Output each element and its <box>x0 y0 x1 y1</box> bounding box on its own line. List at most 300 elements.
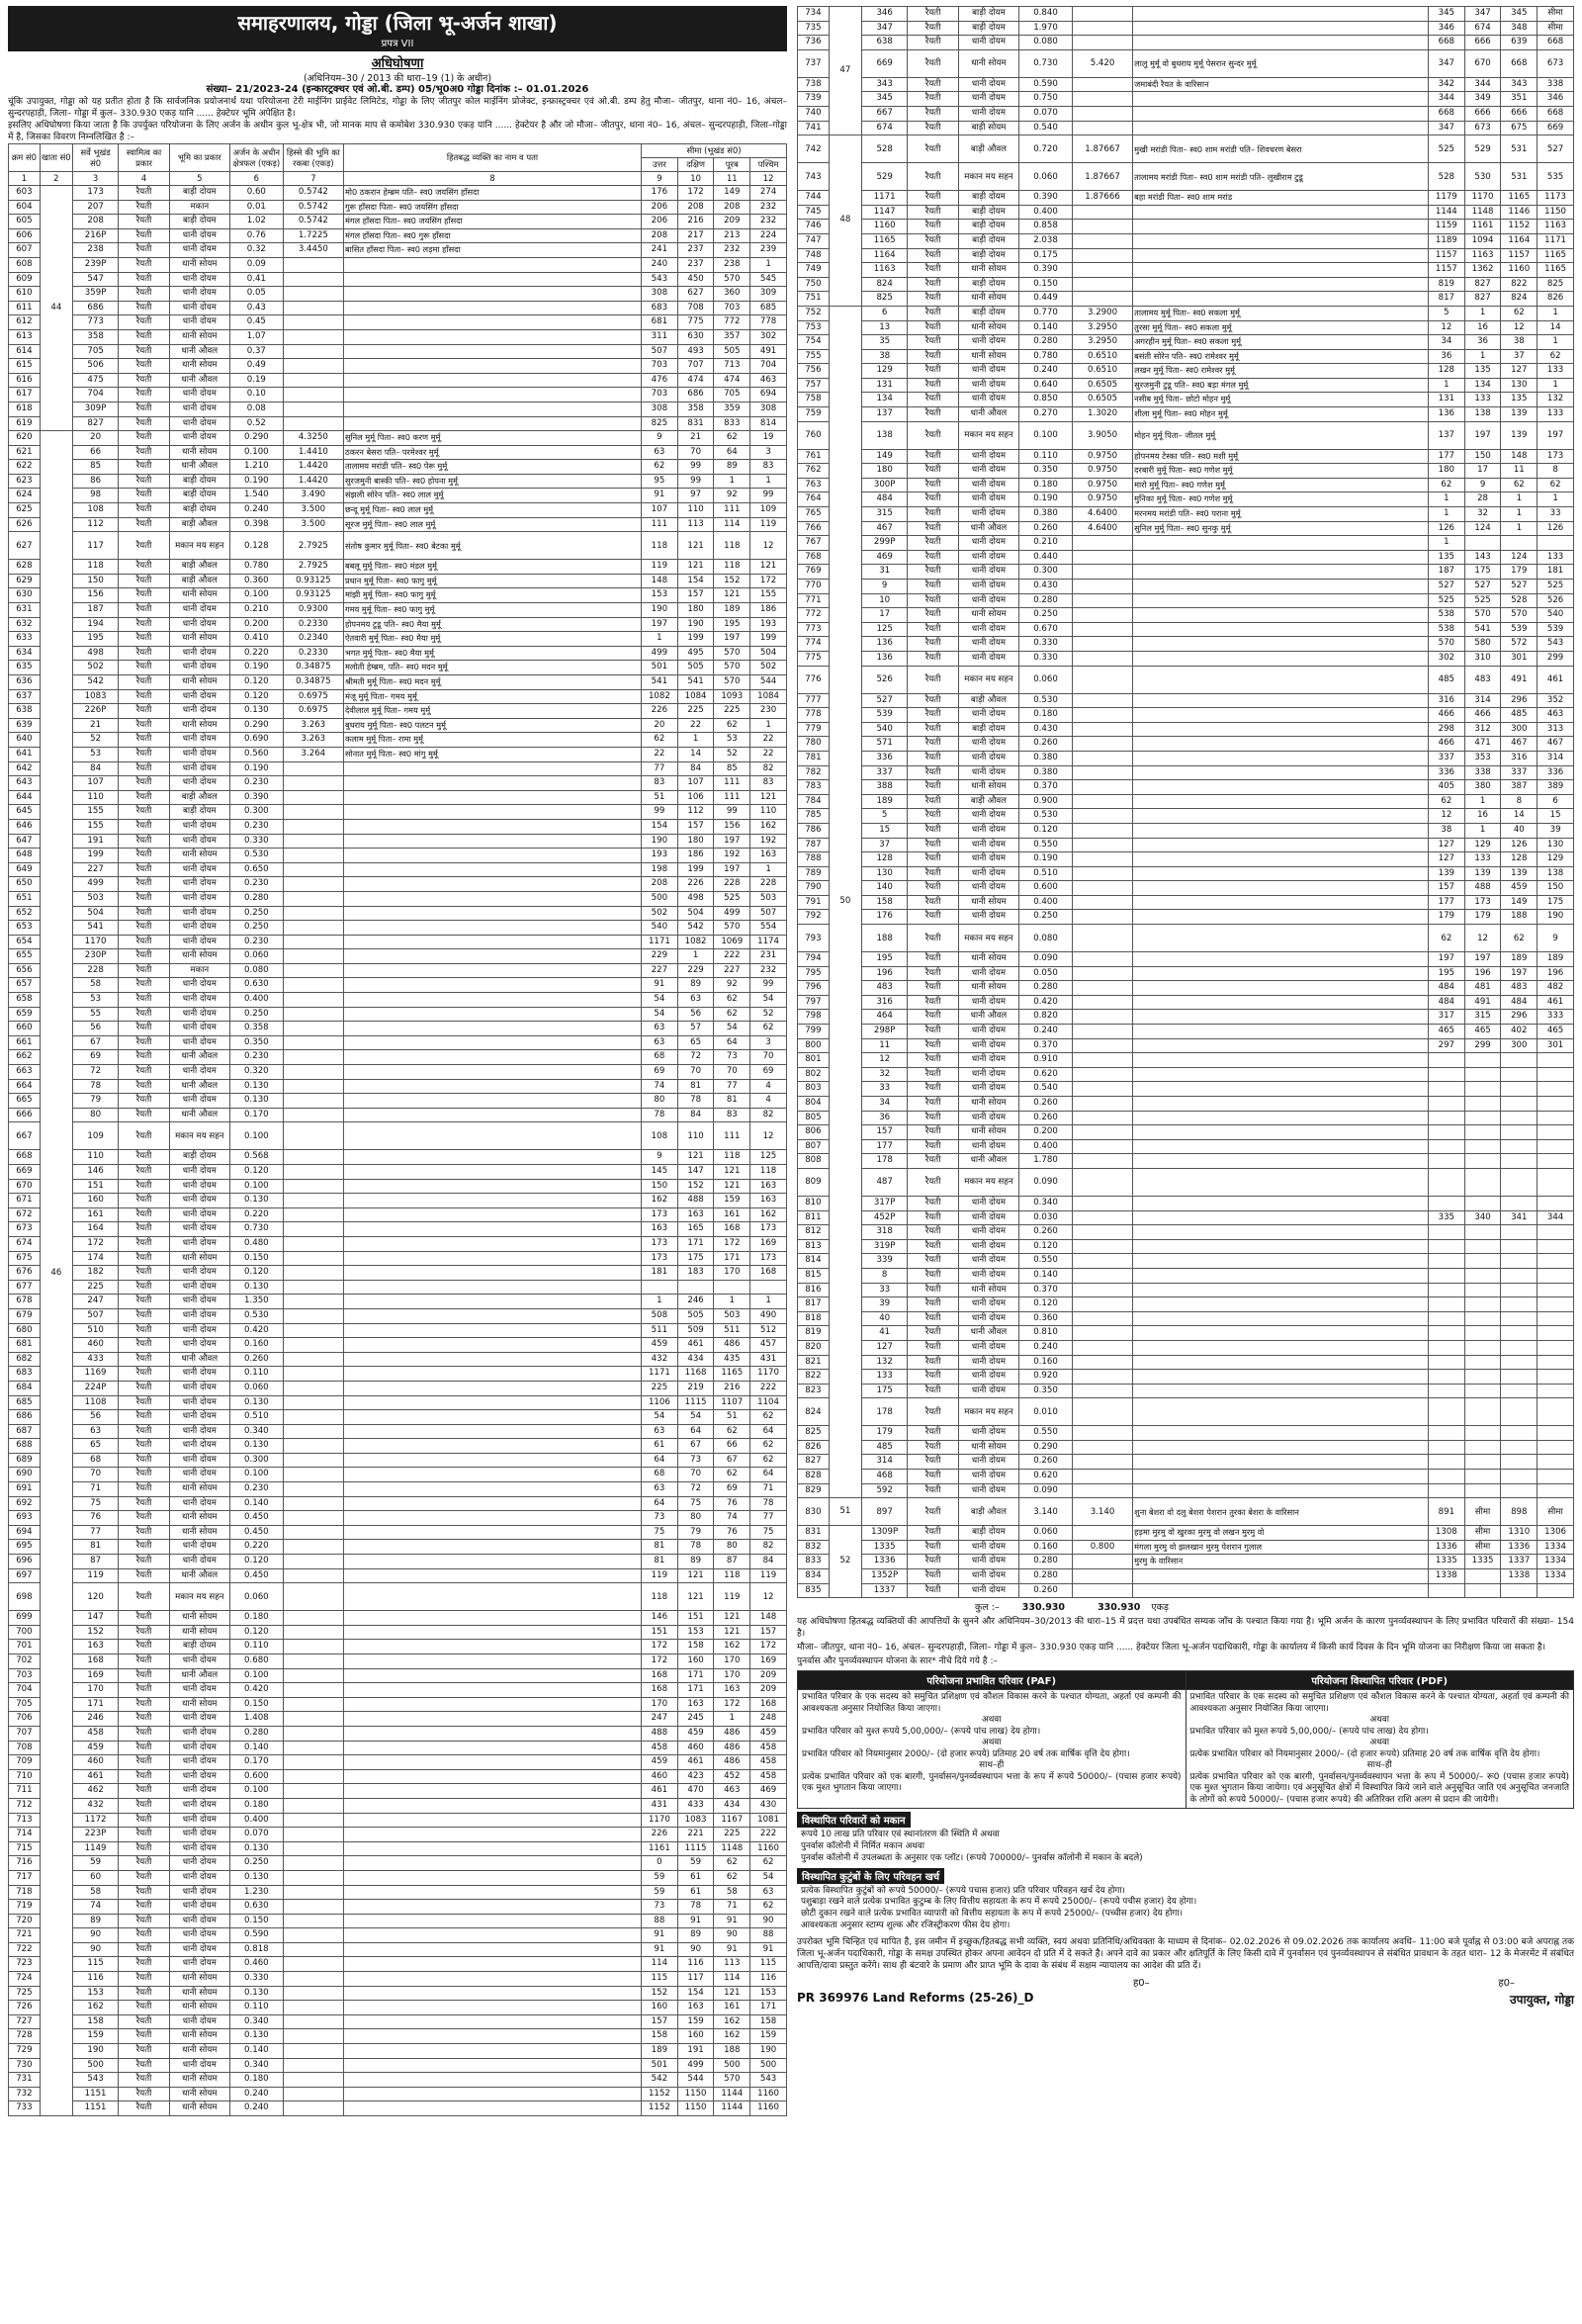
share-cell <box>1072 1225 1132 1240</box>
column-number: 9 <box>642 172 678 186</box>
south-cell: 163 <box>677 2001 714 2015</box>
plot-cell: 12 <box>861 1053 908 1068</box>
north-cell <box>1428 1239 1464 1254</box>
east-cell: 152 <box>714 574 750 588</box>
land-type-cell: मकान मय सहन <box>958 421 1018 449</box>
west-cell: 171 <box>750 2001 787 2015</box>
plot-cell: 84 <box>72 761 119 776</box>
share-cell <box>1072 205 1132 220</box>
land-type-cell: धानी दोयम <box>169 228 229 243</box>
total-unit: एकड़ <box>1151 1602 1170 1614</box>
plot-cell: 503 <box>72 891 119 906</box>
serial-cell: 815 <box>798 1268 830 1283</box>
serial-cell: 683 <box>9 1367 41 1382</box>
share-cell <box>283 1555 343 1569</box>
plot-cell: 1352P <box>861 1569 908 1584</box>
ownership-cell: रैयती <box>119 2029 169 2044</box>
table-row <box>798 449 1574 464</box>
table-row <box>798 121 1574 135</box>
serial-cell: 823 <box>798 1384 830 1398</box>
serial-cell: 722 <box>9 1942 41 1957</box>
plot-cell: 1309P <box>861 1526 908 1541</box>
east-cell: 1 <box>1501 492 1538 507</box>
area-cell: 0.260 <box>1019 737 1073 752</box>
table-row <box>798 981 1574 996</box>
plot-cell: 467 <box>861 521 908 536</box>
person-cell <box>343 1439 641 1454</box>
person-cell <box>343 1194 641 1208</box>
serial-cell: 817 <box>798 1297 830 1312</box>
serial-cell: 728 <box>9 2029 41 2044</box>
ownership-cell: रैयती <box>119 1439 169 1454</box>
ownership-cell: रैयती <box>119 1870 169 1885</box>
east-cell: 139 <box>1501 407 1538 422</box>
south-cell: 474 <box>677 373 714 388</box>
east-cell: 62 <box>714 1468 750 1482</box>
north-cell <box>1428 1225 1464 1240</box>
serial-cell: 745 <box>798 205 830 220</box>
ownership-cell: रैयती <box>119 1511 169 1526</box>
south-cell: 208 <box>677 200 714 215</box>
serial-cell: 612 <box>9 315 41 330</box>
table-row <box>9 1236 787 1251</box>
table-row <box>798 393 1574 407</box>
person-cell <box>1133 1455 1429 1470</box>
table-row <box>9 978 787 993</box>
person-cell <box>1133 1239 1429 1254</box>
serial-cell: 743 <box>798 163 830 191</box>
east-cell: 296 <box>1501 693 1538 708</box>
area-cell: 0.128 <box>229 532 283 560</box>
person-cell <box>343 1870 641 1885</box>
west-cell: 19 <box>750 431 787 446</box>
share-cell: 3.500 <box>283 517 343 532</box>
plot-cell: 674 <box>861 121 908 135</box>
serial-cell: 741 <box>798 121 830 135</box>
south-cell <box>1464 1125 1501 1140</box>
area-cell: 0.120 <box>229 1555 283 1569</box>
table-row <box>9 2058 787 2073</box>
plot-cell: 502 <box>72 661 119 675</box>
west-cell: 9 <box>1538 925 1574 952</box>
ownership-cell: रैयती <box>908 233 958 248</box>
plot-cell: 247 <box>72 1295 119 1309</box>
land-type-cell: धानी सोयम <box>958 608 1018 623</box>
south-cell: 471 <box>1464 737 1501 752</box>
person-cell: ठकरन बेसरा पति– परमेश्वर मुर्मू <box>343 445 641 460</box>
east-cell: 197 <box>714 834 750 849</box>
person-cell: बुधराय मुर्मू पिता– स्व0 पलटन मुर्मू <box>343 718 641 733</box>
north-cell: 150 <box>642 1179 678 1194</box>
share-cell <box>283 978 343 993</box>
ownership-cell: रैयती <box>119 1050 169 1065</box>
land-type-cell: बाड़ी औवल <box>958 1498 1018 1526</box>
area-cell: 0.340 <box>1019 1196 1073 1210</box>
share-cell <box>283 761 343 776</box>
table-row <box>798 1297 1574 1312</box>
west-cell: 1104 <box>750 1395 787 1410</box>
person-cell <box>1133 693 1429 708</box>
land-type-cell: धानी औवल <box>169 344 229 359</box>
area-cell: 1.230 <box>229 1885 283 1900</box>
signature-right: ह0– <box>1498 1977 1515 1989</box>
east-cell <box>1501 1125 1538 1140</box>
south-cell: 65 <box>677 1035 714 1050</box>
plot-cell: 5 <box>861 809 908 824</box>
person-cell: नसीब मुर्मू पिता– छोटो मोहन मुर्मू <box>1133 393 1429 407</box>
north-cell: 542 <box>642 2073 678 2088</box>
table-row <box>798 7 1574 22</box>
north-cell <box>1428 1254 1464 1269</box>
plot-cell: 359P <box>72 287 119 302</box>
ownership-cell: रैयती <box>119 1280 169 1295</box>
east-cell: 161 <box>714 1207 750 1222</box>
serial-cell: 726 <box>9 2001 41 2015</box>
land-type-cell: धानी सोयम <box>958 952 1018 967</box>
west-cell: 196 <box>1538 966 1574 981</box>
area-cell: 0.290 <box>229 718 283 733</box>
north-cell: 527 <box>1428 580 1464 594</box>
east-cell: 772 <box>714 315 750 330</box>
south-cell: 99 <box>677 460 714 475</box>
person-cell <box>343 1769 641 1784</box>
table-row <box>798 1268 1574 1283</box>
land-type-cell: धानी सोयम <box>169 1251 229 1266</box>
plot-cell: 159 <box>72 2029 119 2044</box>
ownership-cell: रैयती <box>908 1526 958 1541</box>
ownership-cell: रैयती <box>119 1668 169 1683</box>
east-cell: 114 <box>714 1972 750 1987</box>
plot-cell: 152 <box>72 1625 119 1640</box>
serial-cell: 707 <box>9 1726 41 1741</box>
north-cell: 206 <box>642 200 678 215</box>
person-cell <box>1133 205 1429 220</box>
serial-cell: 611 <box>9 301 41 315</box>
south-cell: 434 <box>677 1352 714 1367</box>
ownership-cell: रैयती <box>908 364 958 379</box>
land-type-cell: धानी दोयम <box>169 1381 229 1395</box>
east-cell: 570 <box>714 921 750 936</box>
table-row <box>798 233 1574 248</box>
north-cell: 38 <box>1428 823 1464 838</box>
area-cell: 1.970 <box>1019 21 1073 36</box>
land-type-cell: धानी दोयम <box>169 1410 229 1425</box>
west-cell: 91 <box>750 1942 787 1957</box>
ownership-cell: रैयती <box>119 1900 169 1915</box>
south-cell: 831 <box>677 416 714 431</box>
east-cell: 486 <box>714 1755 750 1770</box>
land-type-cell: धानी दोयम <box>169 1266 229 1281</box>
area-cell: 0.170 <box>229 1755 283 1770</box>
east-cell: 483 <box>1501 981 1538 996</box>
serial-cell: 663 <box>9 1065 41 1080</box>
person-cell <box>1133 1384 1429 1398</box>
table-row <box>9 373 787 388</box>
south-cell: 1 <box>1464 306 1501 320</box>
south-cell: 1 <box>1464 823 1501 838</box>
west-cell: 189 <box>1538 952 1574 967</box>
ownership-cell: रैयती <box>908 407 958 422</box>
west-cell <box>1538 1168 1574 1196</box>
east-cell: 62 <box>1501 306 1538 320</box>
note-2: मौजा– जीतपुर, थाना नं0– 16, अंचल– सुन्दरपहाड़ी, जिला– गोड्डा में कुल– 330.930 एकड़ यानि ...... हेक्टेयर जिला भू-अर्जन पदाधिकारी, गोड्डा के कार्यालय में किसी कार्य दिवस के दिन भूमि योजना का निरीक्षण किया जा सकता है। <box>797 1643 1546 1654</box>
share-cell <box>283 344 343 359</box>
table-row <box>9 661 787 675</box>
share-cell <box>1072 838 1132 852</box>
serial-cell: 802 <box>798 1067 830 1082</box>
land-type-cell: धानी सोयम <box>958 981 1018 996</box>
land-type-cell: धानी दोयम <box>169 603 229 618</box>
south-cell <box>1464 1311 1501 1326</box>
land-type-cell: धानी दोयम <box>958 92 1018 107</box>
south-cell: 78 <box>677 1900 714 1915</box>
plot-cell: 528 <box>861 135 908 163</box>
east-cell: 124 <box>1501 550 1538 565</box>
north-cell: 525 <box>1428 135 1464 163</box>
table-row <box>9 1525 787 1540</box>
plot-cell: 507 <box>72 1308 119 1323</box>
ownership-cell: रैयती <box>908 693 958 708</box>
north-cell: 135 <box>1428 550 1464 565</box>
ownership-cell: रैयती <box>119 257 169 272</box>
north-cell: 336 <box>1428 765 1464 780</box>
person-cell <box>343 1050 641 1065</box>
plot-cell: 239P <box>72 257 119 272</box>
person-cell <box>343 1654 641 1669</box>
serial-cell: 727 <box>9 2014 41 2029</box>
area-cell: 0.350 <box>1019 464 1073 479</box>
east-cell: 1148 <box>714 1841 750 1856</box>
person-cell <box>343 1625 641 1640</box>
south-cell: 183 <box>677 1266 714 1281</box>
table-row <box>798 220 1574 234</box>
share-cell <box>1072 637 1132 652</box>
share-cell <box>1072 1440 1132 1455</box>
column-number: 3 <box>72 172 119 186</box>
west-cell: सीमा <box>1538 21 1574 36</box>
plot-cell: 182 <box>72 1266 119 1281</box>
east-cell <box>1501 1311 1538 1326</box>
ownership-cell: रैयती <box>908 1340 958 1355</box>
share-cell <box>283 1683 343 1698</box>
table-row <box>9 2044 787 2059</box>
east-cell: 159 <box>714 1194 750 1208</box>
land-type-cell: धानी दोयम <box>169 402 229 416</box>
south-cell: 542 <box>677 921 714 936</box>
south-cell: 171 <box>677 1236 714 1251</box>
land-type-cell: धानी दोयम <box>958 823 1018 838</box>
share-cell <box>283 388 343 402</box>
plot-cell: 169 <box>72 1668 119 1683</box>
land-type-cell: धानी दोयम <box>169 1555 229 1569</box>
south-cell: 67 <box>677 1439 714 1454</box>
plot-cell: 317P <box>861 1196 908 1210</box>
table-row <box>9 1928 787 1943</box>
north-cell: 111 <box>642 517 678 532</box>
ownership-cell: रैयती <box>119 388 169 402</box>
serial-cell: 772 <box>798 608 830 623</box>
north-cell: 500 <box>642 891 678 906</box>
north-cell: 163 <box>642 1222 678 1237</box>
serial-cell: 628 <box>9 560 41 575</box>
plot-cell: 1169 <box>72 1367 119 1382</box>
person-cell <box>343 1784 641 1799</box>
ownership-cell: रैयती <box>119 431 169 446</box>
person-cell: सूरज मुर्मू पिता– स्व0 लाल मुर्मू <box>343 517 641 532</box>
west-cell: 6 <box>1538 794 1574 809</box>
area-cell: 0.400 <box>229 993 283 1008</box>
share-cell <box>283 301 343 315</box>
west-cell: 338 <box>1538 77 1574 92</box>
east-cell <box>1501 1239 1538 1254</box>
person-cell: बासित हाँसदा पिता– स्व0 लड़मा हाँसदा <box>343 243 641 258</box>
east-cell: 58 <box>714 1885 750 1900</box>
north-cell: 817 <box>1428 292 1464 307</box>
table-row <box>9 1122 787 1150</box>
west-cell: 232 <box>750 215 787 229</box>
paf-item: प्रभावित परिवार को नियमानुसार 2000/– (दो हजार रूपये) प्रतिमाह 20 वर्ष तक वार्षिक वृत्ति देय होगा। <box>802 1748 1130 1759</box>
land-type-cell: धानी दोयम <box>169 747 229 761</box>
table-row <box>9 1496 787 1511</box>
plot-cell: 190 <box>72 2044 119 2059</box>
north-cell: 91 <box>642 1942 678 1957</box>
area-cell: 0.150 <box>229 1914 283 1928</box>
serial-cell: 690 <box>9 1468 41 1482</box>
share-cell <box>1072 92 1132 107</box>
land-type-cell: धानी सोयम <box>958 263 1018 278</box>
share-cell <box>283 373 343 388</box>
ownership-cell: रैयती <box>908 1038 958 1053</box>
north-cell: 198 <box>642 862 678 877</box>
serial-cell: 691 <box>9 1482 41 1497</box>
plot-cell: 1335 <box>861 1540 908 1555</box>
serial-cell: 719 <box>9 1900 41 1915</box>
north-cell: 1152 <box>642 2101 678 2116</box>
north-cell: 501 <box>642 2058 678 2073</box>
table-row <box>798 521 1574 536</box>
serial-cell: 744 <box>798 191 830 206</box>
share-cell <box>1072 292 1132 307</box>
serial-cell: 669 <box>9 1165 41 1180</box>
ownership-cell: रैयती <box>908 550 958 565</box>
ownership-cell: रैयती <box>908 1483 958 1498</box>
land-type-cell: बाड़ी दोयम <box>958 248 1018 263</box>
south-cell: 708 <box>677 301 714 315</box>
share-cell <box>283 1496 343 1511</box>
area-cell: 0.110 <box>229 2001 283 2015</box>
east-cell: 531 <box>1501 135 1538 163</box>
plot-cell: 337 <box>861 765 908 780</box>
east-cell: 139 <box>1501 421 1538 449</box>
table-row <box>9 272 787 287</box>
table-row <box>9 445 787 460</box>
west-cell: 4 <box>750 1079 787 1094</box>
land-type-cell: धानी औवल <box>169 1050 229 1065</box>
table-row <box>798 1225 1574 1240</box>
area-cell: 0.730 <box>229 1222 283 1237</box>
east-cell: 11 <box>1501 464 1538 479</box>
person-cell <box>343 2014 641 2029</box>
area-cell: 0.41 <box>229 272 283 287</box>
share-cell <box>283 1583 343 1611</box>
east-cell: 195 <box>714 617 750 632</box>
west-cell: 491 <box>750 344 787 359</box>
area-cell: 0.750 <box>1019 92 1073 107</box>
area-cell: 0.190 <box>229 474 283 489</box>
area-cell: 0.060 <box>229 1583 283 1611</box>
ownership-cell: रैयती <box>119 1251 169 1266</box>
land-type-cell: धानी दोयम <box>169 1885 229 1900</box>
share-cell <box>1072 751 1132 765</box>
table-row <box>9 1108 787 1122</box>
share-cell <box>283 1769 343 1784</box>
person-cell <box>1133 1470 1429 1484</box>
land-type-cell: धानी दोयम <box>169 1295 229 1309</box>
ownership-cell: रैयती <box>908 106 958 121</box>
north-cell: 172 <box>642 1640 678 1654</box>
ownership-cell: रैयती <box>119 1555 169 1569</box>
person-cell <box>1133 1210 1429 1225</box>
col-serial: क्रम सं0 <box>9 144 41 172</box>
land-type-cell: धानी सोयम <box>958 1125 1018 1140</box>
land-type-cell: धानी दोयम <box>169 1957 229 1972</box>
west-cell: 82 <box>750 761 787 776</box>
east-cell: 163 <box>714 1683 750 1698</box>
south-cell: 310 <box>1464 651 1501 666</box>
plot-cell: 161 <box>72 1207 119 1222</box>
south-cell: 246 <box>677 1295 714 1309</box>
east-cell: 76 <box>714 1525 750 1540</box>
east-cell: 531 <box>1501 163 1538 191</box>
serial-cell: 710 <box>9 1769 41 1784</box>
share-cell <box>283 1165 343 1180</box>
table-row <box>798 407 1574 422</box>
person-cell: हड़मा मुरमु वो खुरका मुरमु वो लखन मुरमु वो <box>1133 1526 1429 1541</box>
person-cell <box>343 1295 641 1309</box>
north-cell: 538 <box>1428 622 1464 637</box>
east-cell: 69 <box>714 1482 750 1497</box>
east-cell: 66 <box>714 1439 750 1454</box>
east-cell: 170 <box>714 1654 750 1669</box>
share-cell <box>283 2087 343 2101</box>
share-cell <box>1072 536 1132 551</box>
north-cell: 227 <box>642 963 678 978</box>
area-cell: 0.090 <box>1019 1483 1073 1498</box>
plot-cell: 468 <box>861 1470 908 1484</box>
north-cell <box>1428 1483 1464 1498</box>
ownership-cell: रैयती <box>908 378 958 393</box>
serial-cell: 647 <box>9 834 41 849</box>
east-cell: 1 <box>1501 507 1538 522</box>
serial-cell: 758 <box>798 393 830 407</box>
plot-cell: 39 <box>861 1297 908 1312</box>
plot-cell: 510 <box>72 1323 119 1338</box>
ownership-cell: रैयती <box>908 7 958 22</box>
table-row <box>798 464 1574 479</box>
area-cell: 0.270 <box>1019 407 1073 422</box>
person-cell <box>1133 666 1429 693</box>
share-cell: 3.263 <box>283 718 343 733</box>
serial-cell: 702 <box>9 1654 41 1669</box>
table-row <box>9 805 787 820</box>
person-cell <box>1133 1025 1429 1039</box>
south-cell: 1163 <box>1464 248 1501 263</box>
east-cell: 1337 <box>1501 1555 1538 1569</box>
plot-cell: 150 <box>72 574 119 588</box>
share-cell <box>283 1295 343 1309</box>
west-cell: 169 <box>750 1654 787 1669</box>
north-cell: 63 <box>642 1035 678 1050</box>
